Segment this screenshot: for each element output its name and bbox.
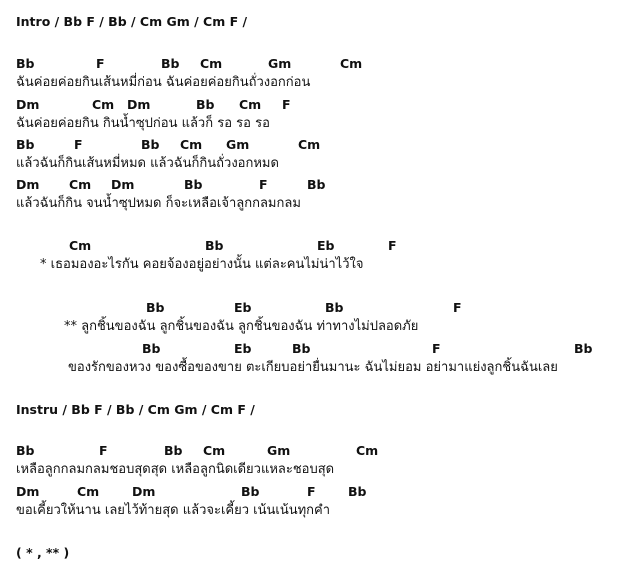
chord: F — [388, 238, 397, 253]
chord: Dm — [16, 484, 40, 499]
chord: F — [259, 177, 268, 192]
chord: Bb — [16, 137, 35, 152]
chord: Cm — [77, 484, 100, 499]
chord: Dm — [16, 177, 40, 192]
chord: Dm — [16, 97, 40, 112]
chord: Cm — [92, 97, 115, 112]
chord: Gm — [226, 137, 250, 152]
lyric-line: ฉันค่อยค่อยกินเส้นหมี่ก่อน ฉันค่อยค่อยกินถั่วงอกก่อน — [16, 75, 311, 90]
intro-line: Intro / Bb F / Bb / Cm Gm / Cm F / — [16, 14, 248, 29]
chord: Cm — [69, 238, 92, 253]
lyric-line: แล้วฉันก็กินเส้นหมี่หมด แล้วฉันก็กินถั่วงอกหมด — [16, 156, 279, 171]
chord: Cm — [340, 56, 363, 71]
lyric-line: แล้วฉันก็กิน จนน้ำซุปหมด ก็จะเหลือเจ้าลูกกลมกลม — [16, 196, 301, 211]
chord: F — [432, 341, 441, 356]
lyric-line: ของรักของหวง ของซื้อของขาย ตะเกียบอย่ายื่นมานะ ฉันไม่ยอม อย่ามาแย่งลูกชิ้นฉันเลย — [68, 360, 558, 375]
chord: Gm — [267, 443, 291, 458]
chord: F — [453, 300, 462, 315]
chord: Cm — [356, 443, 379, 458]
chord: Cm — [69, 177, 92, 192]
chord: F — [282, 97, 291, 112]
chord: Bb — [574, 341, 593, 356]
chord: F — [99, 443, 108, 458]
chord: Bb — [292, 341, 311, 356]
chord: Cm — [200, 56, 223, 71]
chord: Cm — [239, 97, 262, 112]
chord: Bb — [184, 177, 203, 192]
chord: Bb — [16, 443, 35, 458]
lyric-line: ขอเคี้ยวให้นาน เลยไว้ท้ายสุด แล้วจะเคี้ยว เน้นเน้นทุกคำ — [16, 503, 331, 518]
chord: Cm — [298, 137, 321, 152]
chord: F — [307, 484, 316, 499]
chord: Gm — [268, 56, 292, 71]
chord: F — [96, 56, 105, 71]
instru-line: Instru / Bb F / Bb / Cm Gm / Cm F / — [16, 402, 255, 417]
lyric-line: ฉันค่อยค่อยกิน กินน้ำซุปก่อน แล้วก็ รอ รอ รอ — [16, 116, 270, 131]
chord: Dm — [132, 484, 156, 499]
chord: F — [74, 137, 83, 152]
chord: Bb — [16, 56, 35, 71]
chord: Bb — [141, 137, 160, 152]
chord: Bb — [161, 56, 180, 71]
chord: Cm — [203, 443, 226, 458]
chord: Dm — [127, 97, 151, 112]
chord: Bb — [142, 341, 161, 356]
repeat-marker: ( * , ** ) — [16, 545, 70, 560]
chord: Dm — [111, 177, 135, 192]
chord: Bb — [348, 484, 367, 499]
lyric-line: เหลือลูกกลมกลมชอบสุดสุด เหลือลูกนิดเดียวแหละชอบสุด — [16, 462, 335, 477]
chord: Eb — [234, 341, 252, 356]
chord: Eb — [317, 238, 335, 253]
chord: Bb — [205, 238, 224, 253]
chord: Bb — [241, 484, 260, 499]
chord: Eb — [234, 300, 252, 315]
chord: Bb — [325, 300, 344, 315]
chord: Bb — [196, 97, 215, 112]
lyric-line: ** ลูกชิ้นของฉัน ลูกชิ้นของฉัน ลูกชิ้นของฉัน ท่าทางไม่ปลอดภัย — [64, 319, 419, 334]
chord: Bb — [164, 443, 183, 458]
chord: Cm — [180, 137, 203, 152]
chord: Bb — [307, 177, 326, 192]
lyric-line: * เธอมองอะไรกัน คอยจ้องอยู่อย่างนั้น แต่ละคนไม่น่าไว้ใจ — [40, 257, 364, 272]
chord: Bb — [146, 300, 165, 315]
